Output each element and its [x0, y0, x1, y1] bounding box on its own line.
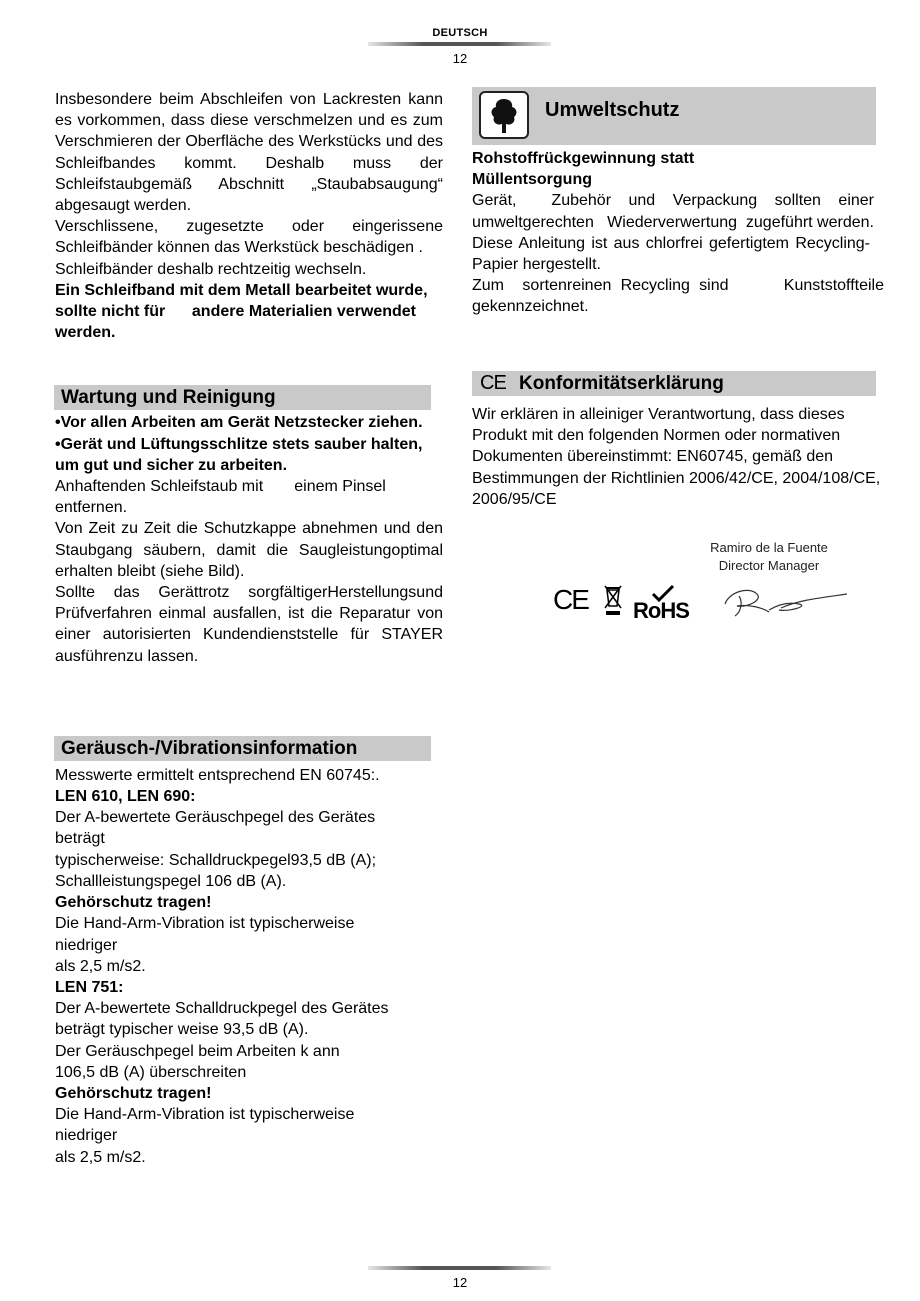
geraeusch-line-9: 106,5 dB (A) überschreiten — [55, 1063, 247, 1081]
rohs-logo — [633, 590, 693, 623]
signatory-name: Ramiro de la Fuente — [710, 540, 828, 555]
wartung-bullet-1: •Vor allen Arbeiten am Gerät Netzstecker ziehen. — [55, 414, 423, 432]
umwelt-subtitle: Rohstoffrückgewinnung statt Müllentsorgung — [472, 150, 695, 189]
geraeusch-line-6: als 2,5 m/s2. — [55, 957, 146, 975]
geraeusch-line-3: typischerweise: Schalldruckpegel93,5 dB (A); — [55, 851, 377, 869]
konformitaet-title: Konformitätserklärung — [519, 373, 724, 394]
geraeusch-line-11: als 2,5 m/s2. — [55, 1148, 146, 1166]
umwelt-paragraph-1: Gerät, Zubehör und Verpackung sollten einer umweltgerechten Wiederverwertung zugeführt werden. — [472, 192, 879, 231]
geraeusch-line-10: Die Hand-Arm-Vibration ist typischerweise niedriger — [55, 1106, 355, 1145]
geraeusch-line-5: Die Hand-Arm-Vibration ist typischerweise niedriger — [55, 915, 355, 954]
header-language: DEUTSCH — [432, 27, 488, 39]
wartung-paragraph-1: Anhaftenden Schleifstaub mit einem Pinsel entfernen. — [55, 478, 391, 517]
geraeusch-line-2: Der A-bewertete Geräuschpegel des Gerätes beträgt — [55, 809, 376, 848]
wartung-bullet-2: •Gerät und Lüftungsschlitze stets sauber halten, um gut und sicher zu arbeiten. — [55, 435, 423, 474]
umwelt-paragraph-3: Zum sortenreinen Recycling sind Kunststoffteile gekennzeichnet. — [472, 277, 889, 316]
geraeusch-model-1: LEN 610, LEN 690: — [55, 788, 196, 806]
wartung-section-heading — [54, 385, 431, 410]
konformitaet-body — [472, 404, 884, 510]
umwelt-title: Umweltschutz — [545, 99, 680, 121]
geraeusch-warning-1: Gehörschutz tragen! — [55, 894, 212, 912]
signatory-role: Director Manager — [718, 558, 820, 573]
footer-page-number: 12 — [452, 1275, 468, 1290]
wartung-paragraph-2: Von Zeit zu Zeit die Schutzkappe abnehmen und den Staubgang säubern, damit die Saugleistungoptimal erhalten bleibt (siehe Bild). — [55, 520, 443, 580]
geraeusch-section-heading — [54, 736, 431, 761]
umwelt-body — [472, 148, 889, 318]
weee-bin-icon — [603, 584, 623, 620]
geraeusch-model-2: LEN 751: — [55, 978, 124, 996]
geraeusch-line-4: Schallleistungspegel 106 dB (A). — [55, 872, 287, 890]
left-column — [55, 89, 443, 1168]
signatory-block — [676, 539, 862, 575]
konformitaet-section-heading — [472, 371, 876, 396]
geraeusch-title: Geräusch-/Vibrationsinformation — [61, 737, 358, 759]
header-page-number: 12 — [452, 51, 468, 66]
ce-logo: CE — [553, 584, 588, 615]
footer-rule — [368, 1266, 551, 1270]
umwelt-paragraph-2: Diese Anleitung ist aus chlorfrei gefertigtem Recycling-Papier hergestellt. — [472, 234, 870, 274]
wartung-title: Wartung und Reinigung — [61, 387, 276, 409]
konformitaet-text: Wir erklären in alleiniger Verantwortung, dass dieses Produkt mit den folgenden Normen oder normativen Dokumenten übereinstimmt: EN60745, gemäß den Bestimmungen der Richtlinien 2006/42/CE, 2004/108/CE, 2006/95/CE — [472, 406, 881, 508]
wartung-paragraph-3: Sollte das Gerättrotz sorgfältigerHerstellungsund Prüfverfahren einmal ausfallen, ist die Reparatur von einer autorisierten Kundendienststelle für STAYER ausführenzu lassen. — [55, 584, 443, 665]
geraeusch-warning-2: Gehörschutz tragen! — [55, 1084, 212, 1102]
intro-paragraph-2: Verschlissene, zugesetzte oder eingerissene Schleifbänder können das Werkstück beschädigen . — [55, 218, 443, 257]
intro-paragraph-1: Insbesondere beim Abschleifen von Lackresten kann es vorkommen, dass diese verschmelzen und es zum Verschmieren der Oberfläche des Werkstücks und des Schleifbandes kommt. Deshalb muss der Schleifstaubgemäß Abschnitt „Staubabsaugung“ abgesaugt werden. — [55, 91, 443, 215]
ce-mark-icon: CE — [480, 372, 506, 394]
signature-image — [719, 582, 849, 622]
intro-warning: Ein Schleifband mit dem Metall bearbeitet wurde, sollte nicht für andere Materialien verwendet werden. — [55, 281, 432, 342]
header-rule — [368, 42, 551, 46]
umwelt-section-heading — [472, 87, 876, 145]
certification-logos — [553, 582, 853, 622]
geraeusch-line-7: Der A-bewertete Schalldruckpegel des Gerätes beträgt typischer weise 93,5 dB (A). — [55, 1000, 389, 1039]
geraeusch-line-8: Der Geräuschpegel beim Arbeiten k ann — [55, 1042, 340, 1060]
geraeusch-line-1: Messwerte ermittelt entsprechend EN 60745:. — [55, 766, 380, 784]
tree-icon — [479, 91, 529, 139]
rohs-label: RoHS — [633, 598, 689, 623]
intro-paragraph-3: Schleifbänder deshalb rechtzeitig wechseln. — [55, 260, 367, 278]
